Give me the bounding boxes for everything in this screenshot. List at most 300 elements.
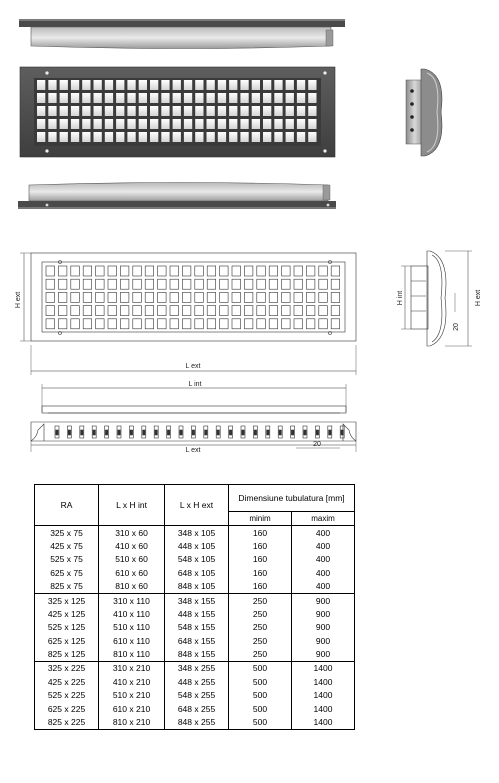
- grille-cell: [48, 80, 56, 90]
- table-row: [35, 702, 355, 715]
- cell-int: 810 x 60: [99, 580, 165, 594]
- grille-cell: [82, 106, 90, 116]
- grille-cell: [274, 106, 282, 116]
- grille-cell: [105, 119, 113, 129]
- grille-cell-outline: [108, 292, 117, 302]
- grille-cell: [71, 80, 79, 90]
- dimension-l-ext: [31, 345, 356, 375]
- cell-min: 160: [229, 580, 292, 594]
- grille-cell: [71, 106, 79, 116]
- grille-cell-outline: [145, 319, 154, 329]
- cell-int: 410 x 210: [99, 676, 165, 689]
- grille-cell-outline: [282, 266, 291, 276]
- grille-cell-outline: [145, 266, 154, 276]
- grille-cell: [252, 80, 260, 90]
- grille-cell: [48, 93, 56, 103]
- grille-cell: [60, 93, 68, 103]
- grille-cell-outline: [120, 266, 128, 276]
- grille-cell-outline: [120, 292, 128, 302]
- cell-max: 400: [292, 526, 355, 540]
- grille-cell-outline: [58, 306, 67, 316]
- grille-cell: [150, 132, 158, 142]
- cell-max: 1400: [292, 689, 355, 702]
- grille-cell: [263, 132, 271, 142]
- cell-min: 160: [229, 553, 292, 566]
- grille-cell: [297, 132, 305, 142]
- grille-cell-outline: [257, 292, 266, 302]
- grille-cell-outline: [108, 266, 117, 276]
- cell-ra: 425 x 225: [35, 676, 99, 689]
- render-front-view: [20, 67, 335, 157]
- line-drawing-side: [401, 251, 472, 346]
- grille-cell: [252, 132, 260, 142]
- grille-cell-outline: [331, 292, 340, 302]
- grille-cell-outline: [207, 306, 216, 316]
- grille-cell: [48, 106, 56, 116]
- grille-cell-outline: [294, 292, 303, 302]
- grille-cell: [116, 106, 124, 116]
- cell-min: 500: [229, 689, 292, 702]
- cell-ext: 348 x 155: [165, 594, 229, 608]
- grille-cell-outline: [319, 319, 328, 329]
- grille-cell-outline: [170, 306, 179, 316]
- grille-cell: [286, 119, 294, 129]
- grille-cell: [48, 132, 56, 142]
- grille-cell: [161, 132, 169, 142]
- grille-cell: [139, 132, 147, 142]
- grille-cell: [308, 93, 316, 103]
- table-row: [35, 608, 355, 621]
- cell-min: 160: [229, 567, 292, 580]
- blade-slot: [93, 430, 95, 435]
- grille-cell-outline: [108, 306, 117, 316]
- grille-cell-outline: [282, 319, 291, 329]
- grille-cell: [240, 132, 248, 142]
- label-pitch-vertical: 20: [453, 323, 460, 331]
- grille-cell-outline: [232, 292, 241, 302]
- grille-cell: [218, 93, 226, 103]
- cell-min: 500: [229, 662, 292, 676]
- grille-cell: [229, 80, 237, 90]
- grille-cell: [161, 106, 169, 116]
- blade-slot: [143, 430, 145, 435]
- cell-ra: 525 x 75: [35, 553, 99, 566]
- grille-cell-outline: [182, 292, 191, 302]
- grille-cell-outline: [83, 279, 92, 289]
- cell-max: 1400: [292, 662, 355, 676]
- header-max: maxim: [292, 512, 355, 526]
- grille-cell: [286, 80, 294, 90]
- label-l-int: L int: [188, 381, 202, 388]
- grille-cell-outline: [58, 279, 67, 289]
- grille-cell-outline: [96, 292, 105, 302]
- grille-cell: [207, 119, 215, 129]
- grille-cell-outline: [331, 319, 340, 329]
- table-row: [35, 621, 355, 634]
- grille-cell: [207, 132, 215, 142]
- cell-int: 310 x 110: [99, 594, 165, 608]
- grille-cell: [229, 93, 237, 103]
- grille-cell-outline: [145, 292, 154, 302]
- grille-cell: [37, 106, 45, 116]
- cell-int: 810 x 110: [99, 648, 165, 662]
- grille-cell: [173, 119, 181, 129]
- grille-cell-outline: [71, 266, 80, 276]
- grille-cell-outline: [145, 306, 154, 316]
- table-row: [35, 716, 355, 730]
- cell-int: 310 x 210: [99, 662, 165, 676]
- grille-cell: [286, 106, 294, 116]
- grille-cell: [195, 80, 203, 90]
- cell-min: 250: [229, 648, 292, 662]
- grille-cell-outline: [269, 279, 278, 289]
- cell-min: 250: [229, 594, 292, 608]
- grille-cell: [173, 93, 181, 103]
- blade-slot: [205, 430, 207, 435]
- grille-cell-outline: [232, 279, 241, 289]
- grille-cell-outline: [46, 279, 55, 289]
- blade-slot: [81, 430, 83, 435]
- grille-cell: [240, 106, 248, 116]
- grille-cell: [173, 106, 181, 116]
- grille-cell: [274, 132, 282, 142]
- grille-cell-outline: [232, 306, 241, 316]
- grille-cell-outline: [257, 306, 266, 316]
- grille-cell-outline: [71, 306, 80, 316]
- grille-cell: [150, 80, 158, 90]
- grille-cell-outline: [207, 266, 216, 276]
- grille-cell: [308, 119, 316, 129]
- blade-slot: [68, 430, 70, 435]
- grille-cell: [37, 80, 45, 90]
- grille-cell-outline: [319, 306, 328, 316]
- grille-cell-outline: [306, 279, 315, 289]
- cell-ext: 448 x 105: [165, 540, 229, 553]
- cell-min: 500: [229, 702, 292, 715]
- grille-cell-outline: [120, 319, 128, 329]
- grille-cell-outline: [158, 279, 167, 289]
- blade-slot: [130, 430, 132, 435]
- table-row: [35, 594, 355, 608]
- grille-cell: [94, 132, 102, 142]
- grille-cell: [139, 119, 147, 129]
- grille-cell-outline: [46, 266, 55, 276]
- grille-cell: [252, 119, 260, 129]
- grille-cell-outline: [145, 279, 154, 289]
- cell-ra: 325 x 125: [35, 594, 99, 608]
- blade-slot: [118, 430, 120, 435]
- grille-cell: [218, 106, 226, 116]
- grille-cell: [127, 119, 135, 129]
- cell-int: 610 x 60: [99, 567, 165, 580]
- blade-slot: [242, 430, 244, 435]
- grille-cell: [184, 93, 192, 103]
- cell-min: 160: [229, 526, 292, 540]
- grille-cell: [195, 93, 203, 103]
- grille-cell: [240, 80, 248, 90]
- cell-max: 400: [292, 580, 355, 594]
- grille-cell: [218, 119, 226, 129]
- cell-ra: 825 x 75: [35, 580, 99, 594]
- blade-slot: [329, 430, 331, 435]
- grille-cell: [94, 93, 102, 103]
- grille-cell-outline: [257, 266, 266, 276]
- grille-cell-outline: [257, 319, 266, 329]
- grille-cell: [308, 132, 316, 142]
- cell-int: 510 x 210: [99, 689, 165, 702]
- header-duct: Dimensiune tubulatura [mm]: [229, 485, 355, 512]
- grille-cell-outline: [71, 279, 80, 289]
- grille-cell: [229, 106, 237, 116]
- grille-cell: [195, 132, 203, 142]
- grille-cell: [240, 93, 248, 103]
- grille-cell: [263, 80, 271, 90]
- blade-slot: [254, 430, 256, 435]
- grille-cell: [48, 119, 56, 129]
- cell-ra: 525 x 125: [35, 621, 99, 634]
- cell-int: 510 x 60: [99, 553, 165, 566]
- grille-cell: [127, 80, 135, 90]
- cell-ra: 325 x 75: [35, 526, 99, 540]
- grille-cell-outline: [58, 266, 67, 276]
- grille-cell: [207, 106, 215, 116]
- grille-cell-outline: [195, 319, 204, 329]
- grille-cell-outline: [306, 266, 315, 276]
- label-h-int: H int: [397, 290, 404, 306]
- grille-cell-outline: [195, 279, 204, 289]
- grille-cell: [105, 106, 113, 116]
- grille-cell-outline: [294, 306, 303, 316]
- cell-ext: 448 x 155: [165, 608, 229, 621]
- grille-cell-outline: [71, 292, 80, 302]
- table-row: [35, 689, 355, 702]
- cell-ext: 548 x 155: [165, 621, 229, 634]
- cell-ra: 525 x 225: [35, 689, 99, 702]
- grille-cell: [297, 93, 305, 103]
- grille-cell-outline: [83, 292, 92, 302]
- grille-cell-outline: [83, 319, 92, 329]
- grille-cell: [116, 80, 124, 90]
- grille-cell-outline: [133, 306, 142, 316]
- grille-cell-outline: [207, 319, 216, 329]
- grille-cell: [207, 93, 215, 103]
- grille-cell-outline: [306, 306, 315, 316]
- grille-cell: [297, 119, 305, 129]
- grille-cell-outline: [195, 306, 204, 316]
- grille-cell: [105, 132, 113, 142]
- cell-max: 1400: [292, 716, 355, 730]
- grille-cell-outline: [331, 266, 340, 276]
- cell-ra: 625 x 125: [35, 635, 99, 648]
- grille-cell: [150, 93, 158, 103]
- grille-cell-outline: [133, 292, 142, 302]
- cell-int: 510 x 110: [99, 621, 165, 634]
- grille-cell-outline: [319, 292, 328, 302]
- grille-cell-outline: [195, 292, 204, 302]
- grille-cell-outline: [282, 279, 291, 289]
- grille-cell: [116, 132, 124, 142]
- cell-int: 810 x 210: [99, 716, 165, 730]
- grille-cell: [105, 93, 113, 103]
- grille-cell-outline: [294, 266, 303, 276]
- grille-cell-outline: [244, 266, 253, 276]
- cell-ext: 448 x 255: [165, 676, 229, 689]
- grille-cell: [37, 132, 45, 142]
- grille-cell: [207, 80, 215, 90]
- cell-ra: 425 x 125: [35, 608, 99, 621]
- grille-cell-outline: [170, 319, 179, 329]
- grille-cell: [308, 106, 316, 116]
- grille-cell: [127, 132, 135, 142]
- grille-cell-outline: [158, 306, 167, 316]
- table-row: [35, 567, 355, 580]
- line-drawing-front: [31, 253, 356, 341]
- grille-cell: [229, 119, 237, 129]
- grille-cell: [161, 119, 169, 129]
- grille-cell-outline: [294, 279, 303, 289]
- grille-cell: [150, 106, 158, 116]
- grille-cell-outline: [232, 266, 241, 276]
- cell-int: 410 x 60: [99, 540, 165, 553]
- cell-ext: 348 x 255: [165, 662, 229, 676]
- label-pitch-horizontal: 20: [313, 441, 321, 448]
- label-l-ext-bottom: L ext: [185, 447, 201, 454]
- label-h-ext-right: H ext: [475, 289, 482, 307]
- blade-slot: [291, 430, 293, 435]
- cell-ext: 848 x 155: [165, 648, 229, 662]
- grille-cell-outline: [282, 292, 291, 302]
- grille-cell-outline: [96, 319, 105, 329]
- label-h-ext-left: H ext: [15, 291, 22, 309]
- grille-cell-outline: [170, 292, 179, 302]
- grille-cell-outline: [244, 279, 253, 289]
- grille-cell-outline: [220, 279, 229, 289]
- table-row: [35, 635, 355, 648]
- grille-cell: [161, 93, 169, 103]
- cell-ra: 625 x 225: [35, 702, 99, 715]
- cell-ra: 425 x 75: [35, 540, 99, 553]
- grille-cell-outline: [46, 306, 55, 316]
- grille-cell: [71, 93, 79, 103]
- grille-cell-outline: [182, 306, 191, 316]
- grille-cell: [116, 119, 124, 129]
- grille-cell: [173, 80, 181, 90]
- blade-slot: [192, 430, 194, 435]
- render-bottom-view: [18, 183, 336, 210]
- grille-cell: [184, 132, 192, 142]
- grille-cell: [127, 93, 135, 103]
- cell-min: 160: [229, 540, 292, 553]
- cell-min: 250: [229, 608, 292, 621]
- cell-max: 1400: [292, 702, 355, 715]
- cell-ra: 325 x 225: [35, 662, 99, 676]
- grille-cell-outline: [207, 279, 216, 289]
- header-min: minim: [229, 512, 292, 526]
- grille-cell-outline: [269, 266, 278, 276]
- table-row: [35, 676, 355, 689]
- grille-cell: [37, 93, 45, 103]
- grille-cell: [308, 80, 316, 90]
- header-lxh-int: L x H int: [99, 485, 165, 526]
- cell-ra: 825 x 225: [35, 716, 99, 730]
- grille-cell-outline: [133, 279, 142, 289]
- grille-cell-outline: [244, 292, 253, 302]
- grille-cell: [127, 106, 135, 116]
- grille-cell-outline: [306, 319, 315, 329]
- grille-cell-outline: [120, 306, 128, 316]
- grille-cell-outline: [133, 319, 142, 329]
- blade-slot: [217, 430, 219, 435]
- dimension-h-ext-left: [15, 253, 31, 341]
- spec-table-container: [34, 484, 354, 730]
- grille-cell-outline: [331, 306, 340, 316]
- grille-cell: [263, 119, 271, 129]
- render-top-view: [19, 19, 345, 49]
- cell-max: 400: [292, 540, 355, 553]
- cell-ra: 625 x 75: [35, 567, 99, 580]
- grille-cell-outline: [257, 279, 266, 289]
- grille-cell: [184, 80, 192, 90]
- grille-cell: [274, 119, 282, 129]
- grille-cell: [60, 106, 68, 116]
- blade-slot: [267, 430, 269, 435]
- grille-cell: [173, 132, 181, 142]
- blade-slot: [229, 430, 231, 435]
- grille-cell-outline: [294, 319, 303, 329]
- cell-min: 250: [229, 621, 292, 634]
- grille-cell: [297, 106, 305, 116]
- grille-cell-outline: [182, 266, 191, 276]
- grille-cell: [94, 80, 102, 90]
- cell-max: 900: [292, 635, 355, 648]
- grille-cell: [139, 80, 147, 90]
- grille-cell: [60, 132, 68, 142]
- grille-cell-outline: [133, 266, 142, 276]
- grille-cell: [218, 132, 226, 142]
- grille-cell-outline: [83, 306, 92, 316]
- grille-cell-outline: [46, 292, 55, 302]
- grille-cell-outline: [244, 306, 253, 316]
- cell-ext: 648 x 105: [165, 567, 229, 580]
- cell-min: 500: [229, 716, 292, 730]
- grille-cell-outline: [108, 279, 117, 289]
- blade-slot: [56, 430, 58, 435]
- grille-cell: [286, 132, 294, 142]
- grille-cell-outline: [269, 319, 278, 329]
- cell-max: 400: [292, 567, 355, 580]
- grille-cell: [274, 80, 282, 90]
- cell-max: 900: [292, 621, 355, 634]
- cell-max: 900: [292, 608, 355, 621]
- grille-cell: [139, 106, 147, 116]
- cell-min: 250: [229, 635, 292, 648]
- grille-cell: [94, 106, 102, 116]
- grille-cell: [184, 119, 192, 129]
- grille-cell-outline: [319, 266, 328, 276]
- blade-slot: [341, 430, 343, 435]
- grille-cell: [60, 119, 68, 129]
- cell-ext: 548 x 105: [165, 553, 229, 566]
- blade-slot: [167, 430, 169, 435]
- grille-cell-outline: [158, 266, 167, 276]
- table-row: [35, 648, 355, 662]
- grille-cell-outline: [244, 319, 253, 329]
- header-lxh-ext: L x H ext: [165, 485, 229, 526]
- grille-cell: [94, 119, 102, 129]
- grille-cell-outline: [182, 279, 191, 289]
- grille-cell: [286, 93, 294, 103]
- grille-cell-outline: [220, 266, 229, 276]
